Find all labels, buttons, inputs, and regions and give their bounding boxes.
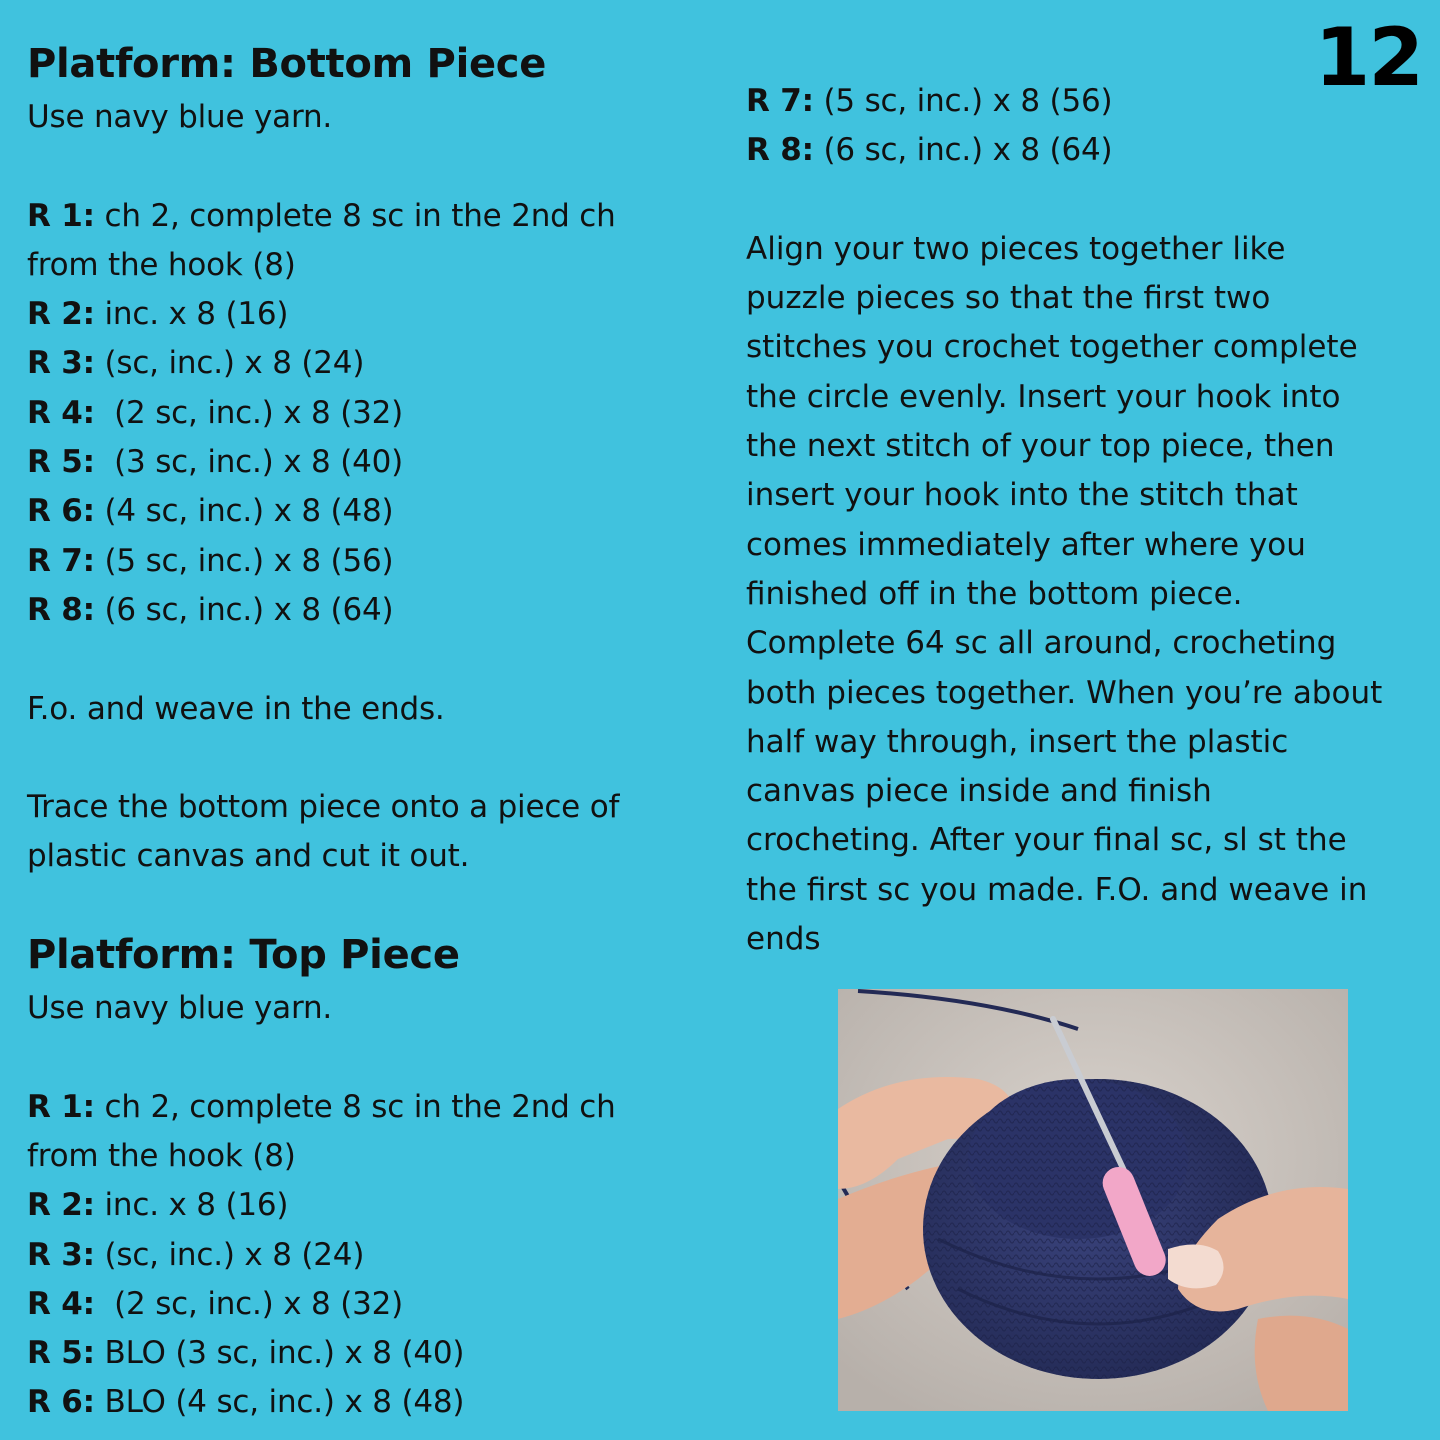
- row-text: (4 sc, inc.) x 8 (48): [94, 493, 394, 530]
- row-text: (2 sc, inc.) x 8 (32): [94, 394, 404, 431]
- row-text: BLO (3 sc, inc.) x 8 (40): [94, 1335, 465, 1372]
- row-text: ch 2, complete 8 sc in the 2nd ch: [94, 1088, 616, 1125]
- pattern-row: [27, 438, 717, 487]
- row-text: (sc, inc.) x 8 (24): [94, 345, 365, 382]
- crochet-hands-illustration: [838, 989, 1348, 1411]
- row-text: inc. x 8 (16): [94, 1187, 289, 1224]
- row-label: R 7:: [746, 83, 814, 119]
- pattern-row: [27, 192, 717, 241]
- row-label: R 3:: [27, 1236, 95, 1273]
- pattern-row: [27, 487, 717, 536]
- pattern-row: [27, 1083, 717, 1132]
- row-label: R 2:: [27, 296, 95, 333]
- instruction-line: half way through, insert the plastic: [746, 723, 1289, 760]
- pattern-row: [27, 1329, 717, 1378]
- row-text: ch 2, complete 8 sc in the 2nd ch: [94, 197, 616, 234]
- bottom-piece-yarn: Use navy blue yarn.: [27, 99, 333, 135]
- instruction-line: insert your hook into the stitch that: [746, 477, 1298, 514]
- pattern-row: [27, 389, 717, 438]
- row-label: R 3:: [27, 345, 95, 382]
- row-text: (2 sc, inc.) x 8 (32): [94, 1285, 404, 1322]
- instruction-line: the circle evenly. Insert your hook into: [746, 378, 1341, 415]
- page-number: 12: [1314, 11, 1422, 104]
- row-label: R 1:: [27, 1088, 95, 1125]
- row-text: BLO (4 sc, inc.) x 8 (48): [94, 1384, 465, 1421]
- bottom-piece-rows-continued: [746, 77, 1440, 176]
- row-text: from the hook (8): [27, 246, 296, 283]
- joining-instructions: [746, 225, 1440, 964]
- bottom-piece-title: Platform: Bottom Piece: [27, 41, 547, 87]
- top-piece-yarn: Use navy blue yarn.: [27, 990, 333, 1027]
- left-column: [27, 40, 717, 1428]
- pattern-row: [27, 1231, 717, 1280]
- row-label: R 4:: [27, 1285, 95, 1322]
- right-column: [746, 77, 1440, 964]
- row-label: R 5:: [27, 444, 95, 481]
- row-text: from the hook (8): [27, 1137, 296, 1174]
- instruction-line: the next stitch of your top piece, then: [746, 428, 1335, 465]
- pattern-row: [27, 586, 717, 635]
- instruction-line: puzzle pieces so that the first two: [746, 280, 1271, 317]
- pattern-row: [27, 1132, 717, 1181]
- row-label: R 7:: [27, 542, 95, 579]
- row-label: R 4:: [27, 394, 95, 431]
- pattern-row: [27, 1378, 717, 1427]
- row-label: R 8:: [746, 132, 814, 169]
- row-text: (3 sc, inc.) x 8 (40): [94, 444, 404, 481]
- row-text: (6 sc, inc.) x 8 (64): [94, 591, 394, 628]
- pattern-row: [746, 77, 1440, 126]
- bottom-piece-finish: F.o. and weave in the ends.: [27, 690, 445, 727]
- bottom-piece-rows: [27, 192, 717, 636]
- pattern-row: [27, 339, 717, 388]
- instruction-line: the first sc you made. F.O. and weave in: [746, 871, 1368, 908]
- row-label: R 8:: [27, 591, 95, 628]
- row-text: (5 sc, inc.) x 8 (56): [813, 83, 1113, 119]
- row-text: inc. x 8 (16): [94, 296, 289, 333]
- row-label: R 2:: [27, 1187, 95, 1224]
- instruction-line: Complete 64 sc all around, crocheting: [746, 625, 1337, 662]
- pattern-row: [746, 126, 1440, 175]
- instruction-line: both pieces together. When you’re about: [746, 674, 1383, 711]
- instruction-line: stitches you crochet together complete: [746, 329, 1358, 366]
- top-piece-rows: [27, 1083, 717, 1428]
- row-text: (5 sc, inc.) x 8 (56): [94, 542, 394, 579]
- instruction-line: Align your two pieces together like: [746, 230, 1286, 267]
- instruction-line: finished off in the bottom piece.: [746, 575, 1243, 612]
- row-text: (6 sc, inc.) x 8 (64): [813, 132, 1113, 169]
- pattern-row: [27, 537, 717, 586]
- instruction-line: comes immediately after where you: [746, 526, 1306, 563]
- bottom-piece-trace-line-2: plastic canvas and cut it out.: [27, 838, 470, 875]
- row-text: (sc, inc.) x 8 (24): [94, 1236, 365, 1273]
- pattern-row: [27, 1181, 717, 1230]
- pattern-row: [27, 290, 717, 339]
- bottom-piece-trace-line-1: Trace the bottom piece onto a piece of: [27, 789, 620, 826]
- crochet-photo: [838, 989, 1348, 1411]
- pattern-row: [27, 241, 717, 290]
- row-label: R 1:: [27, 197, 95, 234]
- instruction-line: canvas piece inside and finish: [746, 773, 1212, 810]
- row-label: R 6:: [27, 493, 95, 530]
- instruction-line: crocheting. After your final sc, sl st the: [746, 822, 1347, 859]
- row-label: R 6:: [27, 1384, 95, 1421]
- pattern-row: [27, 1280, 717, 1329]
- top-piece-title: Platform: Top Piece: [27, 932, 460, 979]
- row-label: R 5:: [27, 1335, 95, 1372]
- instruction-line: ends: [746, 921, 821, 958]
